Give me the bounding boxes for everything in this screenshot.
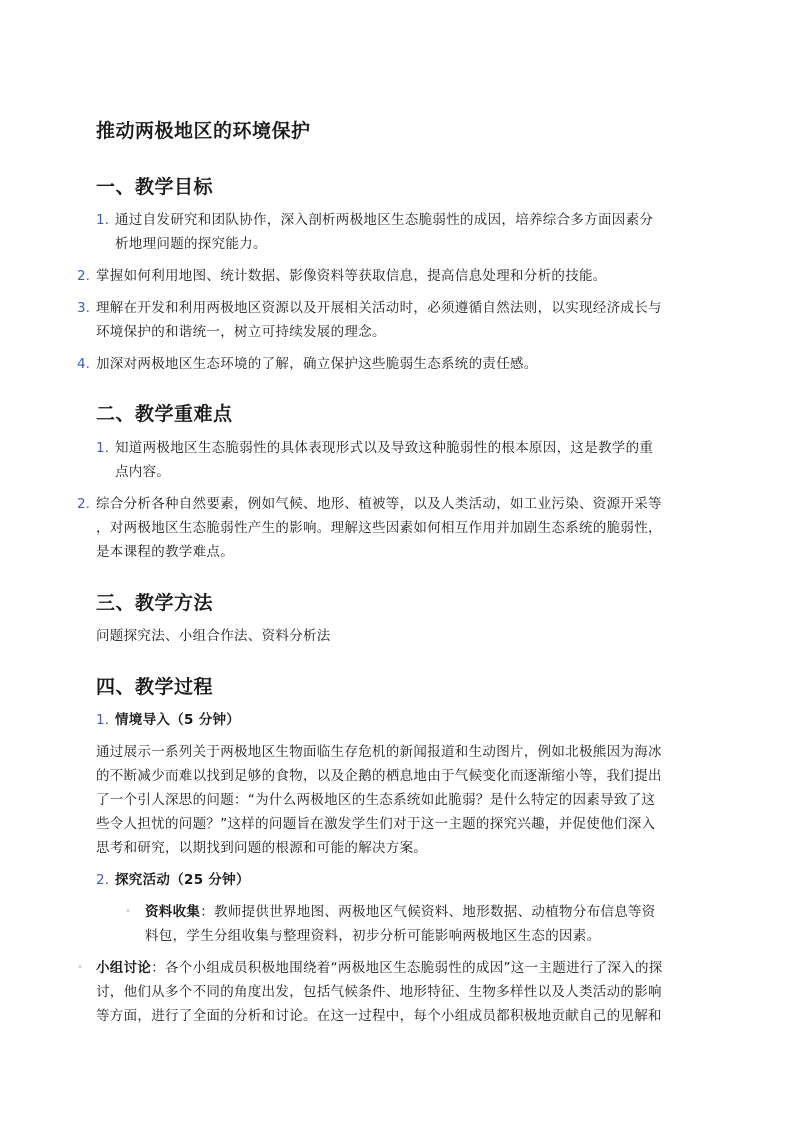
bullet-marker: ◦ [77,962,83,973]
step-title: 探究活动（25 分钟） [115,872,250,888]
bullet-item-text: 等方面，进行了全面的分析和讨论。在这一过程中，每个小组成员都积极地贡献自己的见解和 [96,1008,662,1024]
list-item-text: 环境保护的和谐统一，树立可持续发展的理念。 [96,324,386,340]
list-item-text: ，对两极地区生态脆弱性产生的影响。理解这些因素如何相互作用并加剧生态系统的脆弱性， [96,520,662,536]
list-number: 1. [96,712,109,728]
paragraph-line: 了一个引人深思的问题：“为什么两极地区的生态系统如此脆弱？是什么特定的因素导致了这 [96,792,656,808]
section-heading-goals: 一、教学目标 [96,176,214,198]
list-item-text: 综合分析各种自然要素，例如气候、地形、植被等，以及人类活动，如工业污染、资源开采等 [96,496,662,512]
bullet-label: 资料收集 [145,904,201,920]
list-item-text: 是本课程的教学难点。 [96,544,234,560]
list-number: 4. [77,356,90,372]
bullet-item-text [96,956,663,980]
list-item-text: 析地理问题的探究能力。 [115,236,267,252]
step-title: 情境导入（5 分钟） [115,712,241,728]
section-heading-key-points: 二、教学重难点 [96,403,233,425]
list-item-text: 通过自发研究和团队协作，深入剖析两极地区生态脆弱性的成因，培养综合多方面因素分 [115,212,654,228]
bullet-text: ：各个小组成员积极地围绕着“两极地区生态脆弱性的成因”这一主题进行了深入的探 [151,960,663,976]
document-title: 推动两极地区的环境保护 [96,120,311,142]
list-number: 1. [96,440,109,456]
bullet-marker: ◦ [125,906,131,917]
list-item-text: 知道两极地区生态脆弱性的具体表现形式以及导致这种脆弱性的根本原因，这是教学的重 [115,440,654,456]
bullet-item-text [145,900,656,924]
list-item-text: 掌握如何利用地图、统计数据、影像资料等获取信息，提高信息处理和分析的技能。 [96,268,607,284]
bullet-text: ：教师提供世界地图、两极地区气候资料、地形数据、动植物分布信息等资 [200,904,656,920]
paragraph-line: 的不断减少而难以找到足够的食物，以及企鹅的栖息地由于气候变化而逐渐缩小等，我们提出 [96,768,662,784]
paragraph-line: 通过展示一系列关于两极地区生物面临生存危机的新闻报道和生动图片，例如北极熊因为海冰 [96,744,662,760]
list-item-text: 加深对两极地区生态环境的了解，确立保护这些脆弱生态系统的责任感。 [96,356,538,372]
list-number: 2. [96,872,109,888]
bullet-label: 小组讨论 [96,960,152,976]
list-number: 2. [77,496,90,512]
list-number: 2. [77,268,90,284]
section-heading-process: 四、教学过程 [96,676,214,698]
section-heading-methods: 三、教学方法 [96,592,214,614]
paragraph-line: 思考和研究，以期找到问题的根源和可能的解决方案。 [96,840,428,856]
methods-text: 问题探究法、小组合作法、资料分析法 [96,628,331,644]
bullet-item-text: 料包，学生分组收集与整理资料，初步分析可能影响两极地区生态的因素。 [145,928,601,944]
paragraph-line: 些令人担忧的问题？”这样的问题旨在激发学生们对于这一主题的探究兴趣，并促使他们深入 [96,816,656,832]
list-item-text: 点内容。 [115,464,171,480]
list-number: 1. [96,212,109,228]
list-number: 3. [77,300,90,316]
bullet-item-text: 讨，他们从多个不同的角度出发，包括气候条件、地形特征、生物多样性以及人类活动的影响 [96,984,662,1000]
list-item-text: 理解在开发和利用两极地区资源以及开展相关活动时，必须遵循自然法则，以实现经济成长与 [96,300,662,316]
